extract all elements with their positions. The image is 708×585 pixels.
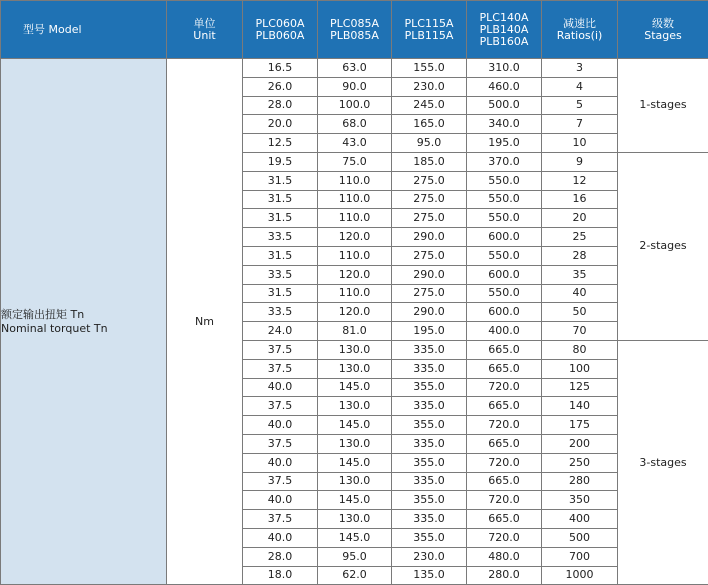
ratio-value: 4 [542,77,618,96]
plc060a-value: 37.5 [243,397,318,416]
header-plb115a-line: PLB115A [392,30,466,42]
plc060a-value: 31.5 [243,171,318,190]
plc115a-value: 230.0 [392,77,467,96]
header-plb060a-line: PLB060A [243,30,317,42]
plc140a-value: 665.0 [467,434,542,453]
header-stages-en: Stages [618,30,708,42]
header-unit [167,1,243,59]
ratio-value: 5 [542,96,618,115]
plc085a-value: 95.0 [318,547,392,566]
plc115a-value: 275.0 [392,209,467,228]
ratio-value: 250 [542,453,618,472]
plc060a-value: 33.5 [243,303,318,322]
ratio-value: 3 [542,59,618,78]
plc140a-value: 340.0 [467,115,542,134]
plc060a-value: 18.0 [243,566,318,585]
plc085a-value: 145.0 [318,416,392,435]
ratio-value: 25 [542,228,618,247]
header-plc060a-line: PLC060A [243,18,317,30]
plc140a-value: 550.0 [467,190,542,209]
plc060a-value: 28.0 [243,96,318,115]
ratio-value: 280 [542,472,618,491]
plc140a-value: 500.0 [467,96,542,115]
plc115a-value: 290.0 [392,303,467,322]
plc115a-value: 355.0 [392,378,467,397]
plc085a-value: 110.0 [318,284,392,303]
plc060a-value: 40.0 [243,453,318,472]
plc085a-value: 145.0 [318,453,392,472]
plc115a-value: 275.0 [392,171,467,190]
plc140a-value: 480.0 [467,547,542,566]
spec-body [1,59,708,585]
ratio-value: 200 [542,434,618,453]
plc060a-value: 33.5 [243,228,318,247]
plc140a-value: 460.0 [467,77,542,96]
stage-cell: 3-stages [618,340,708,584]
plc115a-value: 335.0 [392,359,467,378]
ratio-value: 50 [542,303,618,322]
plc085a-value: 63.0 [318,59,392,78]
row-label-en: Nominal torquet Tn [1,322,166,336]
plc060a-value: 37.5 [243,434,318,453]
header-plc085a-line: PLC085A [318,18,391,30]
plc115a-value: 335.0 [392,510,467,529]
plc140a-value: 720.0 [467,453,542,472]
header-plb140a-line: PLB140A [467,24,541,36]
plc140a-value: 720.0 [467,378,542,397]
plc140a-value: 720.0 [467,491,542,510]
plc115a-value: 230.0 [392,547,467,566]
plc085a-value: 75.0 [318,152,392,171]
header-stages-cn: 级数 [618,18,708,30]
plc060a-value: 40.0 [243,378,318,397]
header-unit-cn: 单位 [167,18,242,30]
ratio-value: 125 [542,378,618,397]
header-plc115a-line: PLC115A [392,18,466,30]
plc085a-value: 68.0 [318,115,392,134]
stage-cell: 1-stages [618,59,708,153]
plc085a-value: 110.0 [318,190,392,209]
plc085a-value: 120.0 [318,228,392,247]
plc060a-value: 31.5 [243,209,318,228]
plc115a-value: 290.0 [392,228,467,247]
plc085a-value: 110.0 [318,246,392,265]
ratio-value: 40 [542,284,618,303]
plc140a-value: 550.0 [467,209,542,228]
plc060a-value: 37.5 [243,359,318,378]
ratio-value: 350 [542,491,618,510]
plc060a-value: 16.5 [243,59,318,78]
plc085a-value: 62.0 [318,566,392,585]
plc140a-value: 600.0 [467,265,542,284]
plc085a-value: 130.0 [318,397,392,416]
header-ratio [542,1,618,59]
ratio-value: 70 [542,322,618,341]
plc085a-value: 120.0 [318,265,392,284]
row-label-cn: 额定输出扭矩 Tn [1,308,166,322]
ratio-value: 10 [542,134,618,153]
plc060a-value: 26.0 [243,77,318,96]
ratio-value: 12 [542,171,618,190]
plc085a-value: 100.0 [318,96,392,115]
plc060a-value: 40.0 [243,416,318,435]
plc140a-value: 195.0 [467,134,542,153]
plc140a-value: 600.0 [467,303,542,322]
plc140a-value: 280.0 [467,566,542,585]
plc115a-value: 155.0 [392,59,467,78]
plc085a-value: 110.0 [318,209,392,228]
plc060a-value: 31.5 [243,190,318,209]
plc085a-value: 81.0 [318,322,392,341]
header-plc115a [392,1,467,59]
plc115a-value: 135.0 [392,566,467,585]
ratio-value: 80 [542,340,618,359]
row-label-nominal-torque [1,59,167,585]
plc115a-value: 275.0 [392,246,467,265]
plc115a-value: 355.0 [392,528,467,547]
plc115a-value: 275.0 [392,190,467,209]
plc140a-value: 665.0 [467,397,542,416]
ratio-value: 7 [542,115,618,134]
plc085a-value: 43.0 [318,134,392,153]
ratio-value: 20 [542,209,618,228]
header-plb160a-line: PLB160A [467,36,541,48]
plc115a-value: 335.0 [392,434,467,453]
header-plc140a-line: PLC140A [467,12,541,24]
plc140a-value: 310.0 [467,59,542,78]
plc060a-value: 28.0 [243,547,318,566]
ratio-value: 35 [542,265,618,284]
plc060a-value: 20.0 [243,115,318,134]
ratio-value: 16 [542,190,618,209]
plc060a-value: 37.5 [243,472,318,491]
plc060a-value: 40.0 [243,528,318,547]
plc115a-value: 95.0 [392,134,467,153]
plc115a-value: 335.0 [392,472,467,491]
plc140a-value: 400.0 [467,322,542,341]
header-plc060a [243,1,318,59]
ratio-value: 28 [542,246,618,265]
plc060a-value: 12.5 [243,134,318,153]
plc085a-value: 120.0 [318,303,392,322]
plc060a-value: 37.5 [243,340,318,359]
plc085a-value: 145.0 [318,491,392,510]
ratio-value: 175 [542,416,618,435]
plc140a-value: 665.0 [467,340,542,359]
ratio-value: 500 [542,528,618,547]
ratio-value: 700 [542,547,618,566]
header-plc140a [467,1,542,59]
plc060a-value: 24.0 [243,322,318,341]
plc060a-value: 40.0 [243,491,318,510]
plc115a-value: 335.0 [392,340,467,359]
plc085a-value: 130.0 [318,340,392,359]
plc085a-value: 130.0 [318,359,392,378]
plc115a-value: 355.0 [392,416,467,435]
plc115a-value: 335.0 [392,397,467,416]
header-plb085a-line: PLB085A [318,30,391,42]
plc140a-value: 550.0 [467,284,542,303]
plc060a-value: 19.5 [243,152,318,171]
plc060a-value: 37.5 [243,510,318,529]
plc115a-value: 355.0 [392,491,467,510]
plc115a-value: 290.0 [392,265,467,284]
plc085a-value: 130.0 [318,434,392,453]
plc140a-value: 720.0 [467,528,542,547]
plc085a-value: 145.0 [318,378,392,397]
unit-cell: Nm [167,59,243,585]
plc085a-value: 130.0 [318,472,392,491]
plc115a-value: 185.0 [392,152,467,171]
header-row [1,1,708,59]
ratio-value: 9 [542,152,618,171]
table-row [1,59,708,78]
plc085a-value: 110.0 [318,171,392,190]
plc115a-value: 245.0 [392,96,467,115]
plc140a-value: 550.0 [467,171,542,190]
stage-cell: 2-stages [618,152,708,340]
plc115a-value: 195.0 [392,322,467,341]
plc140a-value: 370.0 [467,152,542,171]
header-unit-en: Unit [167,30,242,42]
plc060a-value: 31.5 [243,284,318,303]
plc140a-value: 665.0 [467,472,542,491]
plc085a-value: 130.0 [318,510,392,529]
plc115a-value: 355.0 [392,453,467,472]
plc140a-value: 550.0 [467,246,542,265]
plc140a-value: 600.0 [467,228,542,247]
header-ratio-en: Ratios(i) [542,30,617,42]
ratio-value: 1000 [542,566,618,585]
ratio-value: 100 [542,359,618,378]
plc085a-value: 145.0 [318,528,392,547]
plc115a-value: 275.0 [392,284,467,303]
plc060a-value: 33.5 [243,265,318,284]
plc115a-value: 165.0 [392,115,467,134]
header-model: 型号 Model [1,1,167,59]
header-stages [618,1,708,59]
header-plc085a [318,1,392,59]
plc140a-value: 665.0 [467,510,542,529]
ratio-value: 400 [542,510,618,529]
ratio-value: 140 [542,397,618,416]
plc140a-value: 720.0 [467,416,542,435]
plc060a-value: 31.5 [243,246,318,265]
header-ratio-cn: 减速比 [542,18,617,30]
plc085a-value: 90.0 [318,77,392,96]
plc140a-value: 665.0 [467,359,542,378]
